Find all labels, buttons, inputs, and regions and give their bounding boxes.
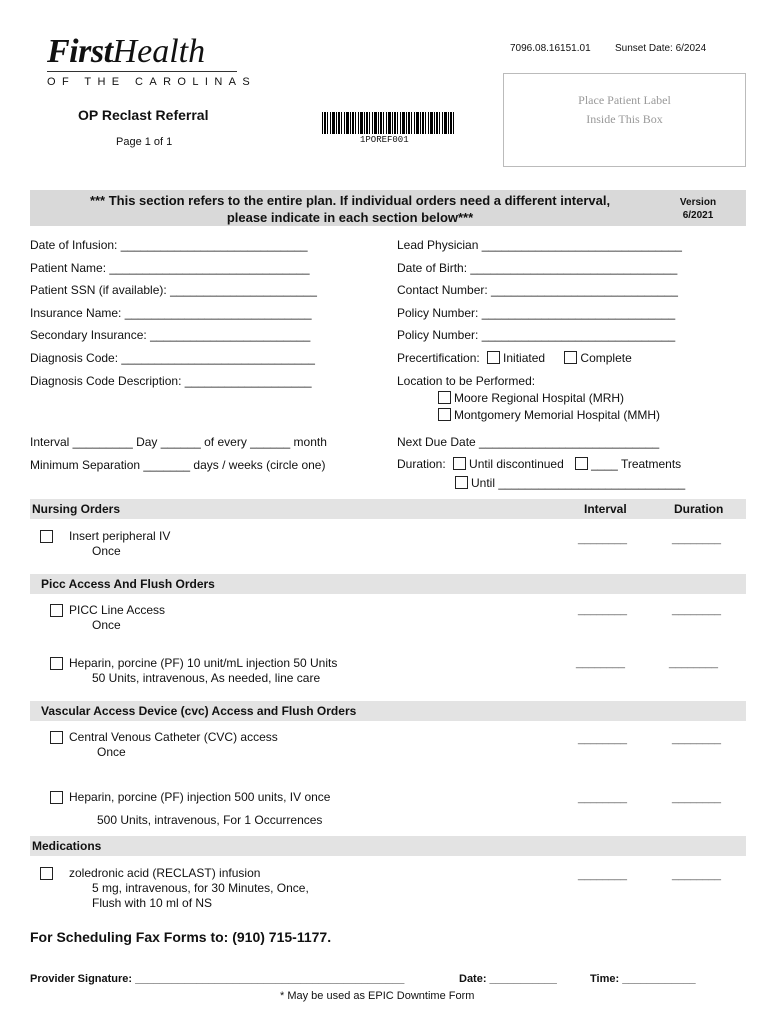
banner-line-2: please indicate in each section below*** xyxy=(226,210,474,225)
precert-complete-label: Complete xyxy=(580,351,632,365)
duration-blank[interactable]: ________ xyxy=(672,533,721,545)
location-mmh-row xyxy=(438,408,660,422)
location-mrh-label: Moore Regional Hospital (MRH) xyxy=(454,391,625,405)
location-mmh-label: Montgomery Memorial Hospital (MMH) xyxy=(454,408,661,422)
order-line-1: Insert peripheral IV xyxy=(69,529,171,543)
order-checkbox[interactable] xyxy=(50,731,63,744)
precert-initiated-checkbox[interactable] xyxy=(487,351,500,364)
treatments-label: ____ Treatments xyxy=(591,457,682,471)
logo-health: Health xyxy=(112,33,206,70)
order-insert-iv xyxy=(40,529,170,559)
medications-title: Medications xyxy=(32,839,102,853)
policy-number-field[interactable]: Policy Number: _____________________________ xyxy=(397,306,676,320)
interval-blank[interactable]: ________ xyxy=(578,604,627,616)
order-line-3: Flush with 10 ml of NS xyxy=(92,896,213,910)
interval-blank[interactable]: ________ xyxy=(578,733,627,745)
order-line-2: Once xyxy=(92,544,121,558)
barcode-text: 1POREF001 xyxy=(360,135,409,145)
nursing-orders-header xyxy=(30,499,746,519)
version-date: 6/2021 xyxy=(682,210,714,221)
picc-orders-header xyxy=(30,574,746,594)
treatments-checkbox[interactable] xyxy=(575,457,588,470)
order-line-1: Heparin, porcine (PF) injection 500 units, IV once xyxy=(69,790,331,804)
cvc-orders-header xyxy=(30,701,746,721)
date-of-birth-field[interactable]: Date of Birth: _______________________________ xyxy=(397,261,678,275)
location-mrh-checkbox[interactable] xyxy=(438,391,451,404)
logo-first: First xyxy=(47,33,113,70)
patient-label-box xyxy=(503,73,746,167)
order-line-2: 50 Units, intravenous, As needed, line care xyxy=(92,671,321,685)
duration-blank[interactable]: ________ xyxy=(672,733,721,745)
document-id: 7096.08.16151.01 xyxy=(510,43,591,54)
order-checkbox[interactable] xyxy=(50,791,63,804)
precert-label: Precertification: xyxy=(397,351,480,365)
duration-row xyxy=(397,457,681,471)
order-checkbox[interactable] xyxy=(40,867,53,880)
duration-column-header: Duration xyxy=(674,502,724,516)
cvc-orders-title: Vascular Access Device (cvc) Access and Flush Orders xyxy=(41,704,357,718)
page-number: Page 1 of 1 xyxy=(116,136,173,148)
precertification-row xyxy=(397,351,632,365)
location-label: Location to be Performed: xyxy=(397,374,536,388)
order-heparin-10 xyxy=(50,656,337,686)
logo-subtitle: OF THE CAROLINAS xyxy=(47,76,257,88)
location-mrh-row xyxy=(438,391,624,405)
logo-rule xyxy=(47,71,237,72)
order-line-1: Heparin, porcine (PF) 10 unit/mL injection 50 Units xyxy=(69,656,338,670)
order-line-2: 5 mg, intravenous, for 30 Minutes, Once, xyxy=(92,881,309,895)
order-line-2: Once xyxy=(92,618,121,632)
duration-blank[interactable]: ________ xyxy=(672,604,721,616)
duration-blank[interactable]: ________ xyxy=(672,792,721,804)
duration-label: Duration: xyxy=(397,457,446,471)
medications-header xyxy=(30,836,746,856)
order-line-1: zoledronic acid (RECLAST) infusion xyxy=(69,866,261,880)
insurance-name-field[interactable]: Insurance Name: ____________________________ xyxy=(30,306,312,320)
version-label: Version xyxy=(679,197,717,208)
date-of-infusion-field[interactable]: Date of Infusion: ____________________________ xyxy=(30,238,308,252)
order-line-1: Central Venous Catheter (CVC) access xyxy=(69,730,278,744)
footer-note: * May be used as EPIC Downtime Form xyxy=(280,990,475,1002)
version-box xyxy=(668,196,728,222)
secondary-insurance-field[interactable]: Secondary Insurance: ________________________ xyxy=(30,328,311,342)
form-title: OP Reclast Referral xyxy=(78,107,209,123)
until-checkbox[interactable] xyxy=(455,476,468,489)
order-checkbox[interactable] xyxy=(40,530,53,543)
nursing-orders-title: Nursing Orders xyxy=(32,502,121,516)
contact-number-field[interactable]: Contact Number: ____________________________ xyxy=(397,283,678,297)
banner-line-1: *** This section refers to the entire plan. If individual orders need a different interval, xyxy=(89,193,611,208)
diagnosis-description-field[interactable]: Diagnosis Code Description: ___________________ xyxy=(30,374,312,388)
interval-blank[interactable]: ________ xyxy=(578,792,627,804)
signature-time-field[interactable]: Time: ____________ xyxy=(590,973,696,985)
until-discontinued-checkbox[interactable] xyxy=(453,457,466,470)
precert-complete-checkbox[interactable] xyxy=(564,351,577,364)
duration-blank[interactable]: ________ xyxy=(672,869,721,881)
interval-column-header: Interval xyxy=(584,502,627,516)
order-line-2: Once xyxy=(97,745,126,759)
duration-blank[interactable]: ________ xyxy=(669,657,718,669)
order-zoledronic-acid xyxy=(40,866,309,911)
patient-ssn-field[interactable]: Patient SSN (if available): ______________________ xyxy=(30,283,317,297)
until-discontinued-label: Until discontinued xyxy=(469,457,564,471)
order-heparin-500 xyxy=(50,790,330,828)
order-cvc-access xyxy=(50,730,278,760)
provider-signature-field[interactable]: Provider Signature: ____________________________________________ xyxy=(30,973,405,985)
order-line-2: 500 Units, intravenous, For 1 Occurrences xyxy=(97,813,323,827)
banner-text xyxy=(35,192,665,226)
policy-number-2-field[interactable]: Policy Number: _____________________________ xyxy=(397,328,676,342)
until-row xyxy=(455,476,685,490)
location-mmh-checkbox[interactable] xyxy=(438,408,451,421)
diagnosis-code-field[interactable]: Diagnosis Code: _____________________________ xyxy=(30,351,315,365)
lead-physician-field[interactable]: Lead Physician ______________________________ xyxy=(397,238,682,252)
order-picc-access xyxy=(50,603,165,633)
interval-blank[interactable]: ________ xyxy=(578,869,627,881)
sunset-date: Sunset Date: 6/2024 xyxy=(615,43,707,54)
logo xyxy=(47,33,205,71)
label-line-2: Inside This Box xyxy=(586,112,663,126)
picc-orders-title: Picc Access And Flush Orders xyxy=(41,577,215,591)
fax-instructions: For Scheduling Fax Forms to: (910) 715-1177. xyxy=(30,929,332,945)
order-checkbox[interactable] xyxy=(50,657,63,670)
label-line-1: Place Patient Label xyxy=(578,93,671,107)
interval-blank[interactable]: ________ xyxy=(578,533,627,545)
order-line-1: PICC Line Access xyxy=(69,603,166,617)
interval-blank[interactable]: ________ xyxy=(576,657,625,669)
next-due-date-field[interactable]: Next Due Date ___________________________ xyxy=(397,435,660,449)
until-label: Until ____________________________ xyxy=(471,476,686,490)
precert-initiated-label: Initiated xyxy=(503,351,546,365)
order-checkbox[interactable] xyxy=(50,604,63,617)
patient-name-field[interactable]: Patient Name: ______________________________ xyxy=(30,261,310,275)
barcode xyxy=(322,112,456,134)
signature-date-field[interactable]: Date: ___________ xyxy=(459,973,557,985)
minimum-separation-field[interactable]: Minimum Separation _______ days / weeks (circle one) xyxy=(30,458,326,472)
interval-field[interactable]: Interval _________ Day ______ of every ______ month xyxy=(30,435,327,449)
